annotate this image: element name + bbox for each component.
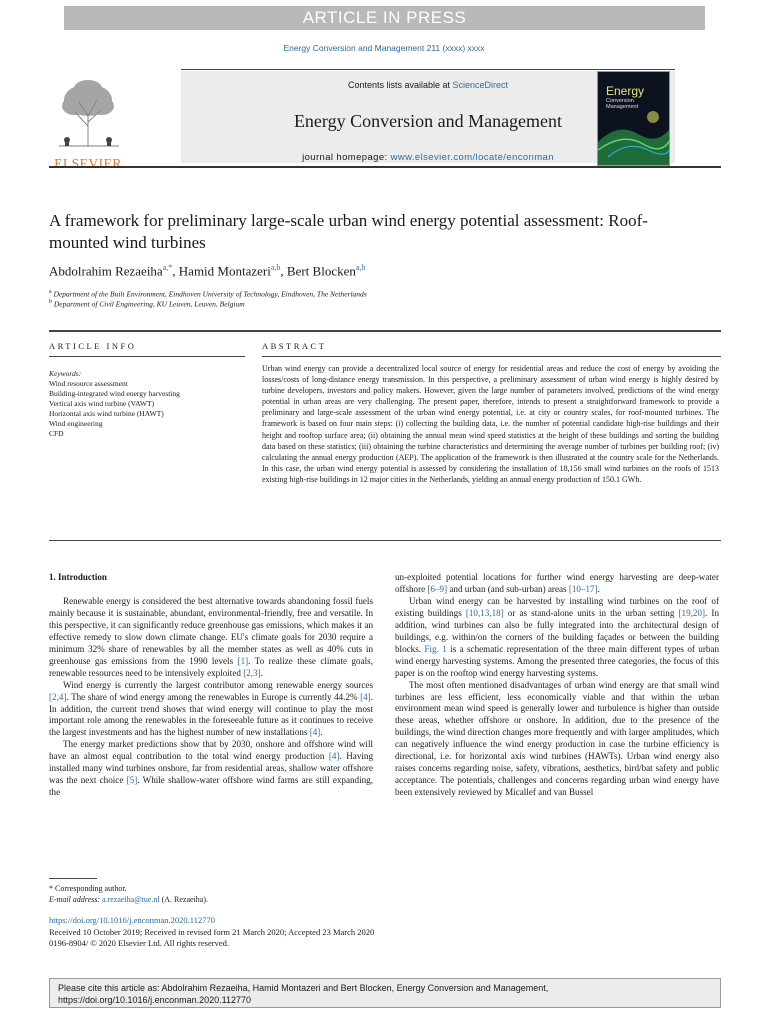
citation-link[interactable]: [4] xyxy=(328,751,340,762)
journal-title: Energy Conversion and Management xyxy=(293,111,563,131)
cover-title: Energy xyxy=(606,84,645,98)
abstract-text: Urban wind energy can provide a decentralized local source of energy for residential areas and reduce the cost of energy by avoiding the losses/costs of long-distance energy transmission. In this perspective, a preliminary assessment of urban wind energy is highly desired by turbine developers, investors and policy makers. However, given the large number of parameters involved, predictions of the wind energy potential in urban areas are very challenging. The present paper, therefore, intends to present a straightforward framework to provide a preliminary and large-scale assessment of the urban wind energy potential, i.e. at city or country scales, for roof-mounted turbines. The framework is based on four main steps: (i) collecting the building data, i.e. the number of potential candidate high-rise buildings and their height and rooftop surface area; (ii) obtaining the annual mean wind speed statistics at the height of these buildings and sorting the building data based on these statistics; (iii) obtaining the turbine characteristics and determining the average number of turbines per building roof; (iv) calculating the annual energy production (AEP). The application of the framework is then illustrated at the country scale for the Netherlands. In this case, the urban wind energy potential is assessed by considering the installation of 18,156 small wind turbines on the roofs of 1513 existing high-rise buildings in 12 major cities in the Netherlands, yielding an annual energy production of 150.1 GWh. xyxy=(262,364,719,484)
intro-paragraph-5: The most often mentioned disadvantages of urban wind energy are that small wind turbines are less efficient, less economically viable and that within the urban environment mean wind speed is generally lower and turbulence is higher than outside these areas, whether offshore or onshore. In addition, due to the presence of the buildings, the wind direction changes more frequently and with larger amplitudes, which can negatively influence the wind energy production in case the turbine efficiency is directional, i.e. for horizontal axis wind turbines (HAWTs). Urban wind energy also raises concerns regarding noise, safety, vibrations, aesthetics, bird/bat safety and public acceptance. The potentials, challenges and concerns regarding urban wind energy have been extensively reviewed by Micallef and van Bussel xyxy=(395,679,719,798)
cite-line-2[interactable]: https://doi.org/10.1016/j.enconman.2020.112770 xyxy=(58,995,251,1005)
header-bottom-rule xyxy=(49,166,721,168)
section-heading-introduction: 1. Introduction xyxy=(49,572,107,582)
keyword: CFD xyxy=(49,429,64,438)
footnote-rule xyxy=(49,878,97,879)
header-top-rule xyxy=(181,69,675,70)
citation-link[interactable]: [4] xyxy=(309,727,321,738)
body-column-left xyxy=(49,572,373,799)
journal-cover-image xyxy=(597,71,670,166)
keywords-list xyxy=(49,379,180,439)
author-separator: , xyxy=(280,263,287,279)
elsevier-tree-logo xyxy=(49,76,127,171)
keyword: Building-integrated wind energy harvesting xyxy=(49,389,180,398)
intro-paragraph-4: Urban wind energy can be harvested by installing wind turbines on the roof of existing buildings [10,13,18] or as stand-alone units in the urban setting [19,20]. In addition, wind turbines can also be fully integrated into the architectural design of buildings, e.g. within/on the corners of the building façades or between the building blocks. Fig. 1 is a schematic representation of the three main different types of urban wind energy harvesting systems. Among the presented three categories, the focus of this paper is on the rooftop wind energy harvesting systems. xyxy=(395,595,719,678)
article-title: A framework for preliminary large-scale urban wind energy potential assessment: Roof-mounted wind turbines xyxy=(49,211,648,252)
author-affil-sup[interactable]: a,b xyxy=(355,263,366,272)
author-list xyxy=(49,263,365,279)
elsevier-wordmark: ELSEVIER xyxy=(54,156,122,171)
article-in-press-banner: ARTICLE IN PRESS xyxy=(64,6,705,30)
citation-link[interactable]: [2,4] xyxy=(49,691,67,702)
affiliation-text: Department of the Built Environment, Eindhoven University of Technology, Eindhoven, The Netherlands xyxy=(53,289,367,299)
cite-this-article-box xyxy=(49,978,721,1008)
intro-paragraph-1: Renewable energy is considered the best alternative towards abandoning fossil fuels mainly because it is sustainable, abundant, environmental-friendly, free and versatile. In this perspective, it can significantly reduce greenhouse gas emissions, which makes it an effective remedy to slow down climate change. EU's climate goals for 2030 require a minimum 32% share of renewables by all the member states as well as 40% cuts in greenhouse gas emissions from the 1990 levels [1]. To realize these climate goals, renewable resources need to be intensively exploited [2,3]. xyxy=(49,595,373,678)
sciencedirect-link[interactable]: ScienceDirect xyxy=(452,80,509,90)
keyword: Wind resource assessment xyxy=(49,379,128,388)
keyword: Wind engineering xyxy=(49,419,103,428)
article-info-heading: ARTICLE INFO xyxy=(49,341,137,351)
citation-link[interactable]: [19,20] xyxy=(678,607,706,618)
intro-paragraph-2: Wind energy is currently the largest contributor among renewable energy sources [2,4]. The share of wind energy among the renewables in Europe is currently 44.2% [4]. In addition, the current trend shows that wind energy will continue to play the most important role among the renewables in the foreseeable future as it continues to receive the largest investments and has the highest number of new installations [4]. xyxy=(49,679,373,738)
figure-link[interactable]: Fig. 1 xyxy=(424,643,447,654)
author-name[interactable]: Bert Blocken xyxy=(286,263,356,279)
affiliation-label: a xyxy=(49,289,52,295)
footnote xyxy=(49,883,208,905)
corresponding-author-note: * Corresponding author. xyxy=(49,884,127,893)
affiliation-label: b xyxy=(49,299,52,305)
abstract-rule xyxy=(262,356,721,357)
keyword: Vertical axis wind turbine (VAWT) xyxy=(49,399,155,408)
keywords-label: Keywords: xyxy=(49,369,82,378)
email-suffix: (A. Rezaeiha). xyxy=(159,895,209,904)
keyword: Horizontal axis wind turbine (HAWT) xyxy=(49,409,164,418)
body-column-right xyxy=(395,572,719,799)
author-separator: , xyxy=(172,263,179,279)
copyright-line: 0196-8904/ © 2020 Elsevier Ltd. All rights reserved. xyxy=(49,938,229,948)
email-label: E-mail address: xyxy=(49,895,103,904)
affiliation-text: Department of Civil Engineering, KU Leuven, Leuven, Belgium xyxy=(53,299,245,309)
author-affil-sup[interactable]: a,* xyxy=(162,263,173,272)
received-dates: Received 10 October 2019; Received in revised form 21 March 2020; Accepted 23 March 2020 xyxy=(49,926,375,937)
intro-paragraph-3: The energy market predictions show that by 2030, onshore and offshore wind will have an almost equal contribution to the total wind energy production [4]. Having installed many wind turbines onshore, far from residential areas, shallow water offshore was the next choice [5]. While shallow-water offshore wind farms are still expanding, the xyxy=(49,739,373,798)
email-line xyxy=(49,894,208,905)
homepage-link[interactable]: www.elsevier.com/locate/enconman xyxy=(390,152,554,163)
author-affil-sup[interactable]: a,b xyxy=(270,263,281,272)
abstract-heading: ABSTRACT xyxy=(262,341,327,351)
journal-citation-link[interactable]: Energy Conversion and Management 211 (xxxx) xxxx xyxy=(283,43,485,53)
citation-link[interactable]: [5] xyxy=(126,775,138,786)
email-link[interactable]: a.rezaeiha@tue.nl xyxy=(102,895,160,904)
citation-link[interactable]: [1] xyxy=(237,655,249,666)
citation-link[interactable]: [10–17] xyxy=(568,583,598,594)
affiliation-a xyxy=(49,289,367,299)
author-name[interactable]: Hamid Montazeri xyxy=(178,263,271,279)
citation-link[interactable]: [2,3] xyxy=(243,667,261,678)
intro-paragraph-continued: un-exploited potential locations for further wind energy harvesting are deep-water offshore [6–9] and urban (and sub-urban) areas [10–17]. xyxy=(395,572,719,594)
affiliation-b xyxy=(49,299,245,309)
cover-sub-line-2: Management xyxy=(606,104,639,110)
cite-line-1: Please cite this article as: Abdolrahim Rezaeiha, Hamid Montazeri and Bert Blocken, Energy Conversion and Management, xyxy=(58,983,549,993)
homepage-prefix: journal homepage: xyxy=(302,152,391,163)
cover-sub-line-1: Conversion xyxy=(606,98,634,104)
abstract-bottom-rule xyxy=(49,540,721,541)
author-name[interactable]: Abdolrahim Rezaeiha xyxy=(49,263,163,279)
citation-link[interactable]: [10,13,18] xyxy=(465,607,504,618)
doi-link[interactable]: https://doi.org/10.1016/j.enconman.2020.112770 xyxy=(49,915,215,925)
cover-subtitle xyxy=(606,98,638,110)
citation-link[interactable]: [6–9] xyxy=(427,583,448,594)
contents-prefix: Contents lists available at xyxy=(347,80,453,90)
article-info-rule xyxy=(49,356,245,357)
citation-link[interactable]: [4] xyxy=(360,691,371,702)
publication-details xyxy=(49,915,374,950)
section-rule xyxy=(49,330,721,332)
